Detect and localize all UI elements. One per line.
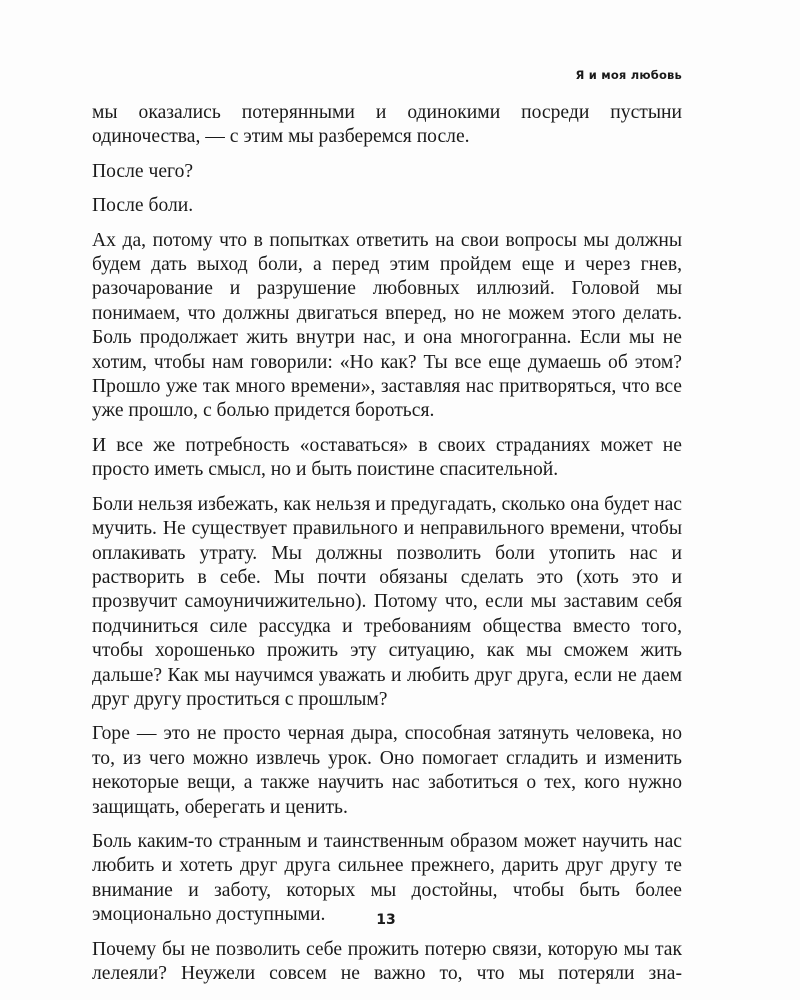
paragraph-4: Ах да, потому что в попытках ответить на свои вопросы мы должны будем дать выход боли, а перед этим пройдем еще и через гнев, разочарование и разрушение любовных иллюзий. Головой мы понимаем, что должны двигаться вперед, но не можем этого делать. Боль продолжает жить внутри нас, и она многогранна. Если мы не хотим, чтобы нам говорили: «Но как? Ты все еще думаешь об этом? Прошло уже так много времени», заставляя нас притворяться, что все уже прошло, с болью придется бороться. bbox=[92, 229, 682, 422]
paragraph-8: Боль каким-то странным и таинственным образом может научить нас любить и хотеть друг друга сильнее прежнего, дарить друг другу те внимание и заботу, которых мы достойны, чтобы быть более эмоционально доступными. bbox=[92, 830, 682, 926]
paragraph-6: Боли нельзя избежать, как нельзя и предугадать, сколько она будет нас мучить. Не существует правильного и неправильного времени, чтобы оплакивать утрату. Мы должны позволить боли утопить нас и растворить в себе. Мы почти обязаны сделать это (хоть это и прозвучит самоуничижительно). Потому что, если мы заставим себя подчиниться силе рассудка и требованиям общества вместо того, чтобы хорошенько прожить эту ситуацию, как мы сможем жить дальше? Как мы научимся уважать и любить друг друга, если не даем друг другу проститься с прошлым? bbox=[92, 493, 682, 710]
paragraph-3: После боли. bbox=[92, 195, 194, 217]
page-number: 13 bbox=[376, 912, 396, 928]
paragraph-1: мы оказались потерянными и одинокими посреди пустыни одиночества, — с этим мы разберемся после. bbox=[92, 102, 682, 148]
running-head: Я и моя любовь bbox=[575, 68, 682, 82]
body-text bbox=[92, 101, 682, 996]
paragraph-2: После чего? bbox=[92, 160, 194, 182]
paragraph-9: Почему бы не позволить себе прожить потерю связи, которую мы так лелеяли? Неужели совсем не важно то, что мы потеряли зна- bbox=[92, 938, 682, 984]
paragraph-5: И все же потребность «оставаться» в своих страданиях может не просто иметь смысл, но и быть поистине спасительной. bbox=[92, 434, 682, 481]
paragraph-7: Горе — это не просто черная дыра, способная затянуть человека, но то, из чего можно извлечь урок. Оно помогает сгладить и изменить некоторые вещи, а также научить нас заботиться о тех, кого нужно защищать, оберегать и ценить. bbox=[92, 723, 682, 818]
